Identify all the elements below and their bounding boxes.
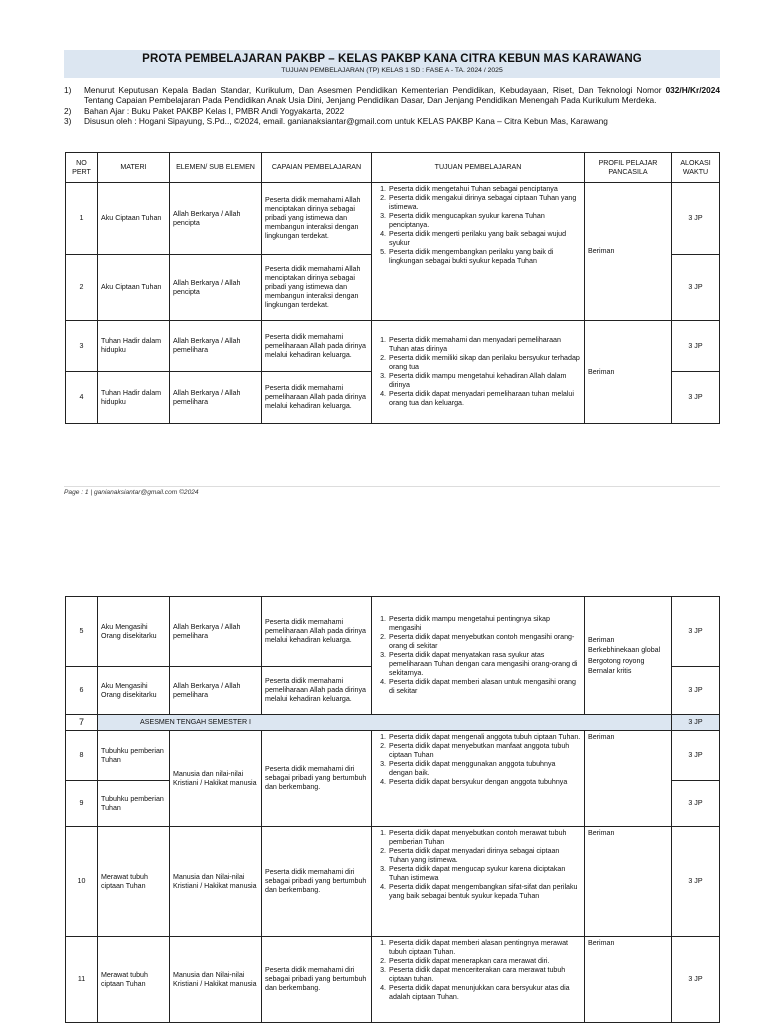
tujuan-item: 5. Peserta didik mengembangkan perilaku yang baik di lingkungan sebagai bukti syukur kepada Tuhan bbox=[388, 248, 581, 266]
row-capaian: Peserta didik memahami pemeliharaan Allah pada dirinya melalui kehadiran keluarga. bbox=[262, 372, 372, 424]
tujuan-item: 3. Peserta didik mampu mengetahui kehadiran Allah dalam dirinya bbox=[388, 372, 581, 390]
row-alokasi: 3 JP bbox=[672, 372, 720, 424]
tujuan-item: 1. Peserta didik mampu mengetahui pentingnya sikap mengasihi bbox=[388, 615, 581, 633]
page-title: PROTA PEMBELAJARAN PAKBP – KELAS PAKBP KANA CITRA KEBUN MAS KARAWANG bbox=[142, 53, 642, 65]
row-no: 11 bbox=[66, 937, 98, 1023]
asesmen-row bbox=[66, 715, 720, 731]
row-materi: Aku Ciptaan Tuhan bbox=[98, 183, 170, 255]
profil-item: Berkebhinekaan global bbox=[588, 646, 661, 654]
table-row bbox=[66, 731, 720, 781]
asesmen-label: ASESMEN TENGAH SEMESTER I bbox=[98, 715, 672, 731]
tujuan-item: 2. Peserta didik dapat menyebutkan manfaat anggota tubuh ciptaan Tuhan bbox=[388, 742, 581, 760]
row-materi: Tubuhku pemberian Tuhan bbox=[98, 731, 170, 781]
tujuan-item: 4. Peserta didik dapat menunjukkan cara bersyukur atas dia adalah ciptaan Tuhan. bbox=[388, 984, 581, 1002]
row-elemen: Allah Berkarya / Allah pemelihara bbox=[170, 372, 262, 424]
row-capaian: Peserta didik memahami pemeliharaan Allah pada dirinya melalui kehadiran keluarga. bbox=[262, 597, 372, 667]
row-tujuan bbox=[372, 731, 585, 827]
row-no: 5 bbox=[66, 597, 98, 667]
table-row bbox=[66, 183, 720, 255]
note-text: Disusun oleh : Hogani Sipayung, S.Pd.., ©2024, email. ganianaksiantar@gmail.com untuk KELAS PAKBP Kana – Citra Kebun Mas, Karawang bbox=[84, 116, 608, 127]
column-header-alokasi: ALOKASI WAKTU bbox=[672, 153, 720, 183]
column-header-materi: MATERI bbox=[98, 153, 170, 183]
row-no: 10 bbox=[66, 827, 98, 937]
table-row bbox=[66, 321, 720, 372]
row-capaian: Peserta didik memahami pemeliharaan Allah pada dirinya melalui kehadiran keluarga. bbox=[262, 667, 372, 715]
tujuan-item: 1. Peserta didik dapat menyebutkan contoh merawat tubuh pemberian Tuhan bbox=[388, 829, 581, 847]
profil-item: Bergotong royong bbox=[588, 656, 645, 665]
note-text-part: Menurut Keputusan Kepala Badan Standar, Kurikulum, Dan Asesmen Pendidikan Kementerian Pendidikan, Kebudayaan, Riset, Dan Teknologi Nomor bbox=[84, 85, 666, 95]
row-alokasi: 3 JP bbox=[672, 597, 720, 667]
row-elemen: Manusia dan Nilai-nilai Kristiani / Hakikat manusia bbox=[170, 937, 262, 1023]
row-capaian: Peserta didik memahami Allah menciptakan dirinya sebagai pribadi yang istimewa dan membangun interaksi dengan lingkungan terdekat. bbox=[262, 255, 372, 321]
row-materi: Merawat tubuh ciptaan Tuhan bbox=[98, 937, 170, 1023]
row-no: 4 bbox=[66, 372, 98, 424]
row-tujuan bbox=[372, 827, 585, 937]
tujuan-item: 1. Peserta didik dapat mengenali anggota tubuh ciptaan Tuhan. bbox=[388, 733, 581, 742]
document-page-2 bbox=[0, 540, 768, 1024]
table-row bbox=[66, 937, 720, 1023]
table-row bbox=[66, 827, 720, 937]
column-header-profil: PROFIL PELAJAR PANCASILA bbox=[585, 153, 672, 183]
tujuan-item: 4. Peserta didik mengerti perilaku yang baik sebagai wujud syukur bbox=[388, 230, 581, 248]
note-item bbox=[64, 106, 720, 116]
row-materi: Tuhan Hadir dalam hidupku bbox=[98, 372, 170, 424]
row-tujuan bbox=[372, 183, 585, 321]
row-elemen: Allah Berkarya / Allah pemelihara bbox=[170, 597, 262, 667]
row-elemen: Allah Berkarya / Allah pemelihara bbox=[170, 321, 262, 372]
tujuan-list bbox=[375, 185, 581, 266]
row-elemen: Manusia dan Nilai-nilai Kristiani / Hakikat manusia bbox=[170, 827, 262, 937]
decree-number: 032/H/Kr/2024 bbox=[665, 85, 720, 95]
column-header-tujuan: TUJUAN PEMBELAJARAN bbox=[372, 153, 585, 183]
row-profil bbox=[585, 597, 672, 715]
row-alokasi: 3 JP bbox=[672, 715, 720, 731]
tujuan-list bbox=[375, 336, 581, 408]
row-alokasi: 3 JP bbox=[672, 255, 720, 321]
row-materi: Merawat tubuh ciptaan Tuhan bbox=[98, 827, 170, 937]
tujuan-item: 3. Peserta didik dapat mengucap syukur karena diciptakan Tuhan istimewa bbox=[388, 865, 581, 883]
row-profil: Beriman bbox=[585, 827, 672, 937]
tujuan-item: 2. Peserta didik dapat menyebutkan contoh mengasihi orang-orang di sekitar bbox=[388, 633, 581, 651]
row-materi: Tubuhku pemberian Tuhan bbox=[98, 781, 170, 827]
profil-item: Beriman bbox=[588, 635, 615, 644]
row-no: 1 bbox=[66, 183, 98, 255]
page-subtitle: TUJUAN PEMBELAJARAN (TP) KELAS 1 SD : FASE A - TA. 2024 / 2025 bbox=[281, 67, 503, 74]
row-materi: Tuhan Hadir dalam hidupku bbox=[98, 321, 170, 372]
profil-list bbox=[588, 635, 668, 677]
row-profil: Beriman bbox=[585, 321, 672, 424]
row-profil: Beriman bbox=[585, 183, 672, 321]
prota-table-page-2 bbox=[65, 596, 720, 1023]
row-alokasi: 3 JP bbox=[672, 827, 720, 937]
row-tujuan bbox=[372, 937, 585, 1023]
tujuan-item: 2. Peserta didik memiliki sikap dan perilaku bersyukur terhadap orang tua bbox=[388, 354, 581, 372]
notes-list bbox=[64, 85, 720, 127]
table-row bbox=[66, 597, 720, 667]
row-elemen: Allah Berkarya / Allah pencipta bbox=[170, 183, 262, 255]
row-elemen: Allah Berkarya / Allah pencipta bbox=[170, 255, 262, 321]
note-text bbox=[84, 85, 720, 106]
tujuan-item: 4. Peserta didik dapat memberi alasan untuk mengasihi orang di sekitar bbox=[388, 678, 581, 696]
row-alokasi: 3 JP bbox=[672, 183, 720, 255]
note-number: 3) bbox=[64, 116, 72, 127]
note-text-part: Tentang Capaian Pembelajaran Pada Pendidikan Anak Usia Dini, Jenjang Pendidikan Dasar, Dan Jenjang Pendidikan Menengah Pada Kurikulum Merdeka. bbox=[84, 95, 657, 106]
table-header-row bbox=[66, 153, 720, 183]
row-elemen: Manusia dan nilai-nilai Kristiani / Hakikat manusia bbox=[170, 731, 262, 827]
title-banner bbox=[64, 50, 720, 78]
tujuan-item: 1. Peserta didik memahami dan menyadari pemeliharaan Tuhan atas dirinya bbox=[388, 336, 581, 354]
note-number: 1) bbox=[64, 85, 72, 95]
tujuan-item: 3. Peserta didik dapat menggunakan anggota tubuhnya dengan baik. bbox=[388, 760, 581, 778]
row-tujuan bbox=[372, 321, 585, 424]
row-materi: Aku Ciptaan Tuhan bbox=[98, 255, 170, 321]
row-alokasi: 3 JP bbox=[672, 321, 720, 372]
page-footer: Page : 1 | ganianaksiantar@gmail.com ©2024 bbox=[64, 489, 199, 496]
row-no: 3 bbox=[66, 321, 98, 372]
row-alokasi: 3 JP bbox=[672, 667, 720, 715]
tujuan-item: 4. Peserta didik dapat menyadari pemeliharaan tuhan melalui orang tua dan keluarga. bbox=[388, 390, 581, 408]
tujuan-item: 2. Peserta didik mengakui dirinya sebagai ciptaan Tuhan yang istimewa. bbox=[388, 194, 581, 212]
tujuan-item: 2. Peserta didik dapat menyadari dirinya sebagai ciptaan Tuhan yang istimewa. bbox=[388, 847, 581, 865]
row-elemen: Allah Berkarya / Allah pemelihara bbox=[170, 667, 262, 715]
tujuan-item: 3. Peserta didik dapat menyatakan rasa syukur atas pemeliharaan Tuhan dengan cara mengasihi orang-orang di sekitarnya. bbox=[388, 651, 581, 678]
row-materi: Aku Mengasihi Orang disekitarku bbox=[98, 667, 170, 715]
tujuan-list bbox=[375, 615, 581, 696]
row-tujuan bbox=[372, 597, 585, 715]
row-no: 6 bbox=[66, 667, 98, 715]
tujuan-item: 4. Peserta didik dapat bersyukur dengan anggota tubuhnya bbox=[388, 778, 581, 787]
profil-item: Bernalar kritis bbox=[588, 667, 632, 675]
tujuan-list bbox=[375, 829, 581, 901]
footer-divider bbox=[64, 486, 720, 487]
row-alokasi: 3 JP bbox=[672, 781, 720, 827]
row-capaian: Peserta didik memahami diri sebagai pribadi yang bertumbuh dan berkembang. bbox=[262, 937, 372, 1023]
column-header-capaian: CAPAIAN PEMBELAJARAN bbox=[262, 153, 372, 183]
row-capaian: Peserta didik memahami pemeliharaan Allah pada dirinya melalui kehadiran keluarga. bbox=[262, 321, 372, 372]
column-header-elemen: ELEMEN/ SUB ELEMEN bbox=[170, 153, 262, 183]
page-gap bbox=[0, 520, 768, 540]
tujuan-item: 1. Peserta didik dapat memberi alasan pentingnya merawat tubuh ciptaan Tuhan. bbox=[388, 939, 581, 957]
row-capaian: Peserta didik memahami Allah menciptakan dirinya sebagai pribadi yang istimewa dan membangun interaksi dengan lingkungan terdekat. bbox=[262, 183, 372, 255]
note-number: 2) bbox=[64, 105, 72, 116]
tujuan-list bbox=[375, 939, 581, 1002]
tujuan-item: 3. Peserta didik mengucapkan syukur karena Tuhan penciptanya. bbox=[388, 212, 581, 230]
note-item bbox=[64, 85, 720, 106]
row-no: 9 bbox=[66, 781, 98, 827]
row-alokasi: 3 JP bbox=[672, 731, 720, 781]
note-item bbox=[64, 116, 720, 126]
tujuan-item: 4. Peserta didik dapat mengembangkan sifat-sifat dan perilaku yang baik sebagai bentuk syukur kepada Tuhan bbox=[388, 883, 581, 901]
tujuan-item: 2. Peserta didik dapat menerapkan cara merawat diri. bbox=[388, 957, 581, 966]
row-profil: Beriman bbox=[585, 937, 672, 1023]
column-header-no: NO PERT bbox=[66, 153, 98, 183]
row-profil: Beriman bbox=[585, 731, 672, 827]
row-no: 7 bbox=[66, 715, 98, 731]
tujuan-item: 1. Peserta didik mengetahui Tuhan sebagai penciptanya bbox=[388, 185, 581, 194]
row-capaian: Peserta didik memahami diri sebagai pribadi yang bertumbuh dan berkembang. bbox=[262, 731, 372, 827]
row-alokasi: 3 JP bbox=[672, 937, 720, 1023]
row-no: 8 bbox=[66, 731, 98, 781]
row-capaian: Peserta didik memahami diri sebagai pribadi yang bertumbuh dan berkembang. bbox=[262, 827, 372, 937]
note-text: Bahan Ajar : Buku Paket PAKBP Kelas I, PMBR Andi Yogyakarta, 2022 bbox=[84, 105, 345, 116]
row-no: 2 bbox=[66, 255, 98, 321]
row-materi: Aku Mengasihi Orang disekitarku bbox=[98, 597, 170, 667]
tujuan-list bbox=[375, 733, 581, 787]
prota-table-page-1 bbox=[65, 152, 720, 424]
tujuan-item: 3. Peserta didik dapat menceriterakan cara merawat tubuh ciptaan tuhan. bbox=[388, 966, 581, 984]
